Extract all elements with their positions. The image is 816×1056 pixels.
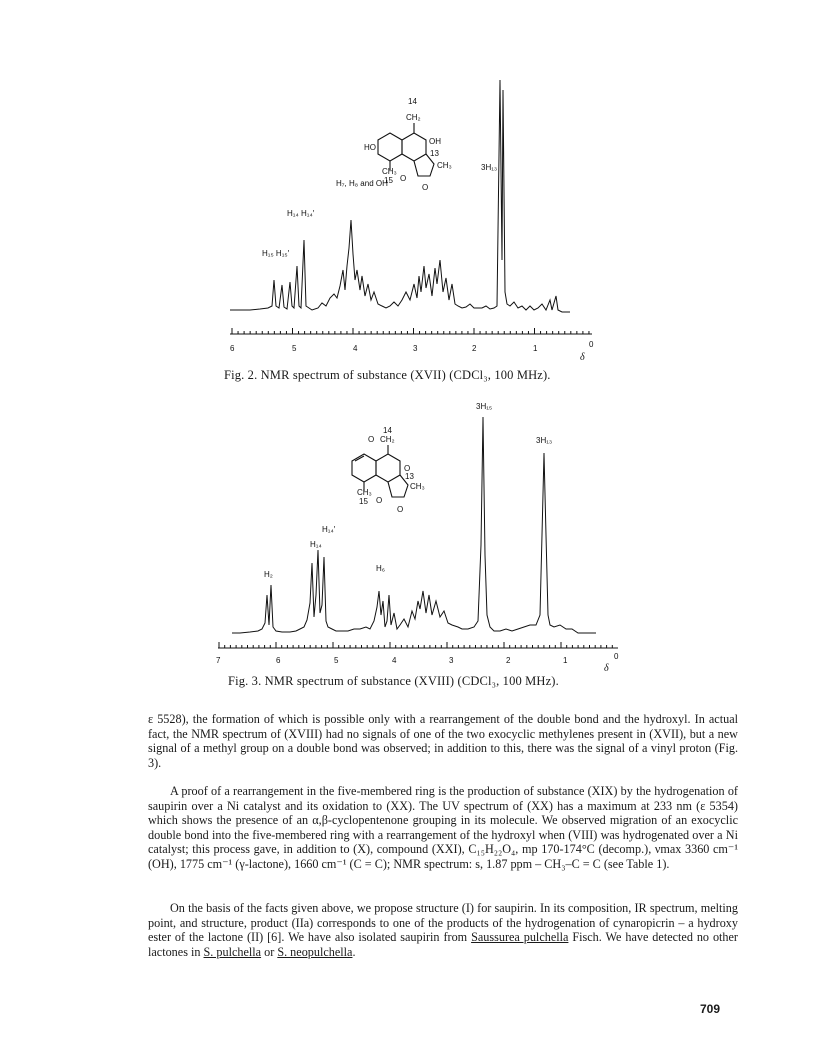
x-axis (218, 642, 618, 648)
delta-symbol: δ (604, 663, 609, 674)
axis-tick-label: 5 (334, 656, 339, 665)
structure-atom-label: CH₃ (437, 161, 452, 170)
nmr-spectrum-fig3 (0, 395, 816, 695)
peak-label: H₆ (376, 564, 386, 573)
body-paragraph (148, 784, 738, 872)
peak-label: H₁₄′ (322, 525, 336, 534)
peak-label: 3H₁₃ (481, 163, 498, 172)
structure-atom-label: CH₂ (406, 113, 421, 122)
structure-atom-label: OH (429, 137, 441, 146)
peak-label: H₂ (264, 570, 273, 579)
figure-3 (0, 395, 816, 695)
axis-tick-label: 0 (614, 652, 619, 661)
structure-atom-label: HO (364, 143, 376, 152)
axis-tick-label: 6 (230, 344, 235, 353)
x-axis (230, 328, 592, 334)
structure-atom-label: 13 (405, 472, 414, 481)
figure-2-caption: Fig. 2. NMR spectrum of substance (XVII) (CDCl₃, 100 MHz). (224, 368, 551, 382)
paragraph-text: or (261, 944, 278, 959)
peak-label: H₇, H₈ and OH (336, 179, 388, 188)
axis-tick-label: 4 (353, 344, 358, 353)
structure-atom-label: CH₃ (382, 167, 397, 176)
species-name: Saussurea pulchella (471, 930, 569, 945)
paragraph-text: On the basis of the facts given above, we propose structure (I) for saupirin. In its composition, IR spectrum, melting point, and structure, product (IIa) corresponds to one of the products of the hydrogenation of cynaropicrin – a hydroxy ester of the lactone (II) [6]. We have also isolated saupirin from (148, 901, 738, 945)
structure-atom-label: 15 (384, 176, 393, 185)
structure-atom-label: 14 (383, 426, 392, 435)
paragraph-text: ε 5528), the formation of which is possible only with a rearrangement of the double bond and the hydroxyl. In actual fact, the NMR spectrum of (XVIII) had no signals of one of the two exocyclic methylenes present in (XVII), but a new signal of a methyl group on a double bond was observed; in addition to this, there was the signal of a vinyl proton (Fig. 3). (148, 712, 738, 770)
paragraph-text: Fisch. We have detected no other lactones in (148, 930, 738, 959)
structure-atom-label: 14 (408, 97, 417, 106)
delta-symbol: δ (580, 352, 585, 363)
structure-atom-label: CH₃ (410, 482, 425, 491)
structure-atom-label: O (368, 435, 375, 444)
figure-3-caption: Fig. 3. NMR spectrum of substance (XVIII) (CDCl₃, 100 MHz). (228, 674, 559, 688)
spectrum-trace (230, 80, 570, 312)
species-name: S. pulchella (203, 944, 262, 959)
structure-atom-label: O (397, 505, 404, 514)
structure-atom-label: O (400, 174, 407, 183)
structure-atom-label: O (422, 183, 429, 192)
structure-atom-label: CH₂ (380, 435, 395, 444)
peak-label: H₁₄ (310, 540, 322, 549)
body-paragraph (148, 712, 738, 770)
peak-label: H₁₄ H₁₄′ (287, 209, 315, 218)
paragraph-text: A proof of a rearrangement in the five-membered ring is the production of substance (XIX) by the hydrogenation of saupirin over a Ni catalyst and its oxidation to (XX). The UV spectrum of (XX) has a maximum at 233 nm (ε 5354) which shows the presence of an α,β-cyclopentenone grouping in its molecule. We observed migration of an exocyclic double bond into the five-membered ring with a rearrangement of the hydroxyl when (VIII) was hydrogenated over a Ni catalyst; this process gave, in addition to (X), compound (XXI), C₁₅H₂₂O₄, mp 170-174°C (decomp.), νmax 3360 cm⁻¹ (OH), 1775 cm⁻¹ (γ-lactone), 1660 cm⁻¹ (C = C); NMR spectrum: s, 1.87 ppm – CH₃–C = C (see Table 1). (148, 784, 738, 871)
spectrum-trace (232, 417, 596, 633)
body-paragraph (148, 901, 738, 959)
axis-tick-label: 3 (413, 344, 418, 353)
figure-2 (0, 70, 816, 390)
peak-label: H₁₅ H₁₅′ (262, 249, 290, 258)
structure-atom-label: 15 (359, 497, 368, 506)
paragraph-text: . (352, 944, 356, 959)
page-number: 709 (700, 1002, 721, 1016)
axis-tick-label: 7 (216, 656, 221, 665)
species-name: S. neopulchella (277, 944, 353, 959)
structure-atom-label: CH₃ (357, 488, 372, 497)
axis-tick-label: 1 (533, 344, 538, 353)
peak-label: 3H₁₅ (476, 402, 493, 411)
axis-tick-label: 0 (589, 340, 594, 349)
structure-atom-label: 13 (430, 149, 439, 158)
axis-tick-label: 3 (449, 656, 454, 665)
axis-tick-label: 5 (292, 344, 297, 353)
axis-tick-label: 2 (472, 344, 477, 353)
axis-tick-label: 4 (392, 656, 397, 665)
peak-label: 3H₁₃ (536, 436, 553, 445)
nmr-spectrum-fig2 (0, 70, 816, 390)
axis-tick-label: 1 (563, 656, 568, 665)
structure-atom-label: O (376, 496, 383, 505)
axis-tick-label: 6 (276, 656, 281, 665)
axis-tick-label: 2 (506, 656, 511, 665)
structure-atom-label: O (404, 464, 411, 473)
